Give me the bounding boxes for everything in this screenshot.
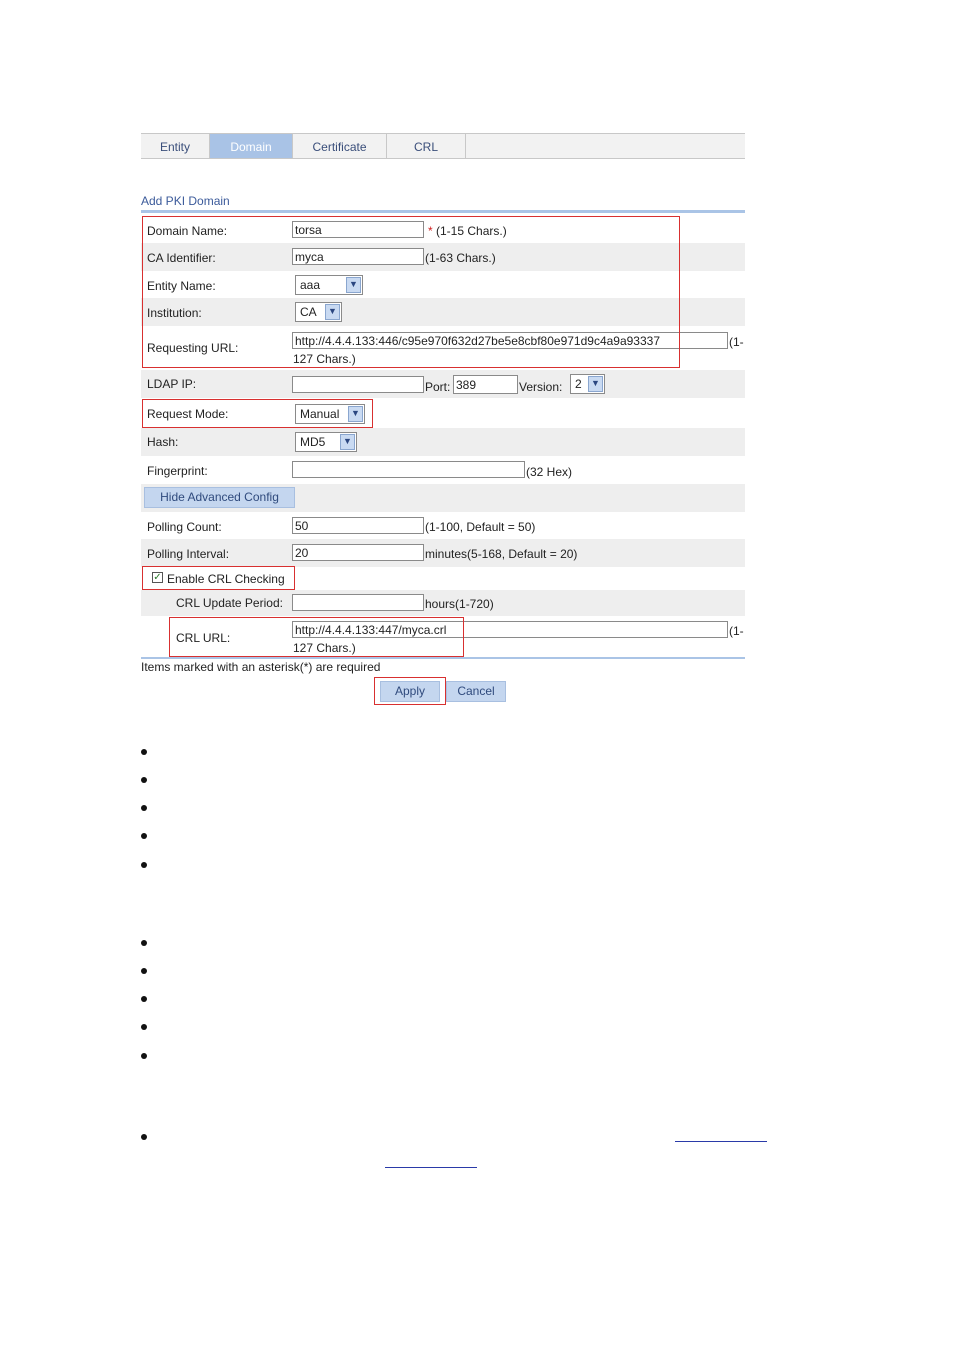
crl-update-period-hint: hours(1-720) bbox=[425, 597, 494, 611]
requesting-url-label: Requesting URL: bbox=[147, 341, 239, 355]
cancel-button[interactable]: Cancel bbox=[446, 681, 506, 702]
institution-value: CA bbox=[300, 305, 317, 319]
list-bullet bbox=[141, 1053, 147, 1059]
highlight-box-apply bbox=[374, 677, 446, 705]
hide-advanced-config-button[interactable]: Hide Advanced Config bbox=[144, 487, 295, 508]
polling-count-hint: (1-100, Default = 50) bbox=[425, 520, 536, 534]
ldap-ip-input[interactable] bbox=[292, 376, 424, 393]
list-bullet bbox=[141, 996, 147, 1002]
port-input[interactable] bbox=[453, 375, 518, 394]
hash-select[interactable] bbox=[295, 432, 357, 452]
fingerprint-hint: (32 Hex) bbox=[526, 465, 573, 479]
fingerprint-label: Fingerprint: bbox=[147, 464, 208, 478]
version-value: 2 bbox=[575, 377, 582, 391]
tab-certificate[interactable]: Certificate bbox=[293, 134, 387, 158]
list-bullet bbox=[141, 777, 147, 783]
polling-interval-label: Polling Interval: bbox=[147, 547, 230, 561]
row-polling-count bbox=[141, 512, 745, 540]
list-bullet bbox=[141, 749, 147, 755]
row-advanced bbox=[141, 484, 745, 512]
domain-name-label: Domain Name: bbox=[147, 224, 228, 238]
port-label: Port: bbox=[425, 380, 451, 394]
row-fingerprint bbox=[141, 456, 745, 484]
chevron-down-icon[interactable]: ▼ bbox=[340, 434, 355, 450]
form-bottom-divider bbox=[141, 657, 745, 659]
enable-crl-checkbox[interactable]: ✓ bbox=[153, 572, 162, 583]
polling-interval-input[interactable] bbox=[292, 544, 424, 561]
chevron-down-icon[interactable]: ▼ bbox=[346, 277, 361, 293]
institution-label: Institution: bbox=[147, 306, 202, 320]
ca-identifier-label: CA Identifier: bbox=[147, 251, 216, 265]
chevron-down-icon[interactable]: ▼ bbox=[325, 304, 340, 320]
hyperlink-underline[interactable] bbox=[385, 1167, 477, 1168]
entity-name-label: Entity Name: bbox=[147, 279, 216, 293]
list-bullet bbox=[141, 833, 147, 839]
tab-domain[interactable]: Domain bbox=[210, 134, 293, 158]
crl-update-period-input[interactable] bbox=[292, 594, 424, 611]
section-title: Add PKI Domain bbox=[141, 194, 230, 208]
list-bullet bbox=[141, 1134, 147, 1140]
required-asterisk: * bbox=[428, 224, 433, 238]
ldap-ip-label: LDAP IP: bbox=[147, 377, 197, 391]
row-crl-update-period bbox=[141, 590, 745, 616]
polling-count-input[interactable] bbox=[292, 517, 424, 534]
hash-label: Hash: bbox=[147, 435, 179, 449]
domain-name-hint: (1-15 Chars.) bbox=[436, 224, 507, 238]
fingerprint-input[interactable] bbox=[292, 461, 525, 478]
row-polling-interval bbox=[141, 539, 745, 567]
crl-url-label: CRL URL: bbox=[176, 631, 231, 645]
hash-value: MD5 bbox=[300, 435, 326, 449]
list-bullet bbox=[141, 940, 147, 946]
list-bullet bbox=[141, 1024, 147, 1030]
highlight-box-crl-url bbox=[169, 617, 464, 657]
highlight-box-basic bbox=[142, 216, 680, 368]
chevron-down-icon[interactable]: ▼ bbox=[348, 406, 363, 422]
highlight-box-enable-crl bbox=[142, 566, 295, 590]
row-hash bbox=[141, 428, 745, 456]
hyperlink-underline[interactable] bbox=[675, 1141, 767, 1142]
row-ldap-ip bbox=[141, 370, 745, 398]
entity-name-value: aaa bbox=[300, 278, 321, 292]
polling-count-label: Polling Count: bbox=[147, 520, 222, 534]
crl-update-period-label: CRL Update Period: bbox=[176, 596, 283, 610]
requesting-url-hint-2: 127 Chars.) bbox=[293, 352, 356, 366]
required-note: Items marked with an asterisk(*) are required bbox=[141, 660, 381, 674]
apply-button[interactable]: Apply bbox=[380, 681, 440, 702]
tab-crl[interactable]: CRL bbox=[387, 134, 466, 158]
version-label: Version: bbox=[519, 380, 563, 394]
request-mode-label: Request Mode: bbox=[147, 407, 229, 421]
list-bullet bbox=[141, 805, 147, 811]
list-bullet bbox=[141, 862, 147, 868]
tab-bar bbox=[141, 133, 745, 159]
ca-identifier-hint: (1-63 Chars.) bbox=[425, 251, 496, 265]
section-divider bbox=[141, 210, 745, 213]
crl-url-hint-2: 127 Chars.) bbox=[293, 641, 356, 655]
enable-crl-label: Enable CRL Checking bbox=[167, 572, 285, 586]
requesting-url-hint: (1- bbox=[729, 335, 744, 349]
chevron-down-icon[interactable]: ▼ bbox=[588, 376, 603, 392]
crl-url-hint: (1- bbox=[729, 624, 744, 638]
list-bullet bbox=[141, 968, 147, 974]
polling-interval-hint: minutes(5-168, Default = 20) bbox=[425, 547, 578, 561]
highlight-box-request-mode bbox=[142, 399, 373, 428]
version-select[interactable] bbox=[570, 374, 605, 394]
request-mode-value: Manual bbox=[300, 407, 340, 421]
tab-entity[interactable]: Entity bbox=[141, 134, 210, 158]
